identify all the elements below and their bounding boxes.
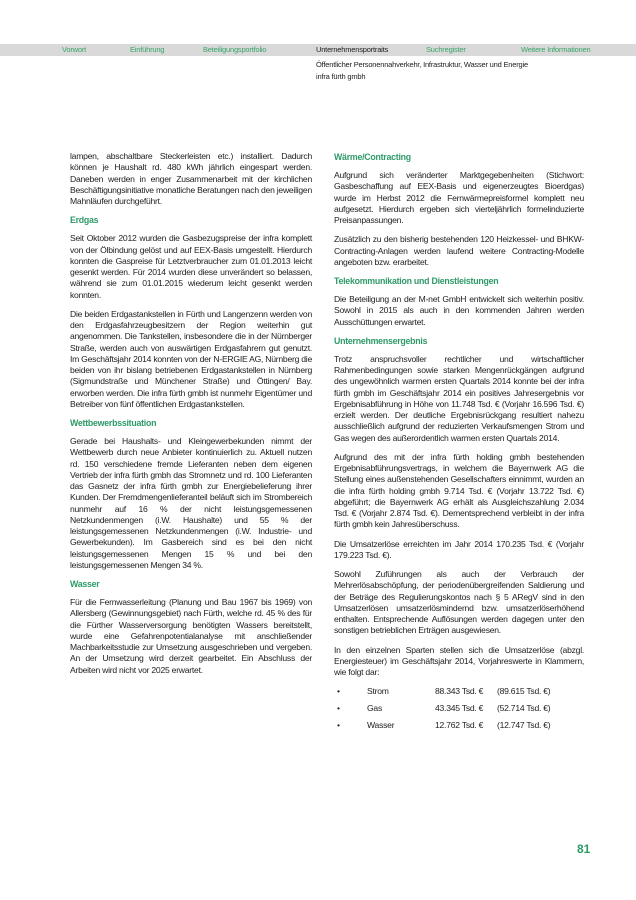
ergebnis-paragraph-4: Sowohl Zuführungen als auch der Verbrauch der Mehrerlösabschöpfung, der periodenübergreifenden Saldierung und der Beträge des Regulierungskontos nach § 5 ARegV sind in den Umsatzerlösen umsatzerlösmindernd bzw. umsatzerlöserhöhend enthalten. Entsprechende Auflösungen werden dagegen unter den sonstigen betrieblichen Erträgen ausgewiesen.: [334, 569, 584, 636]
erdgas-paragraph-2: Die beiden Erdgastankstellen in Fürth und Langenzenn werden von den Erdgasfahrzeugbesitzern der Region weiterhin gut angenommen. Die Tankstellen, insbesondere die in der Nürnberger Straße, werden auch von auswärtigen Erdgasfahrern gut genutzt. Im Geschäftsjahr 2014 konnten von der N-ERGIE AG, Nürnberg die beiden von ihr bislang betriebenen Erdgastankstellen in Nürnberg (Sigmundstraße und Münchener Straße) und Öttingen/ Bay. erworben werden. Die infra fürth gmbh ist nunmehr Eigentümer und Betreiber von fünf öffentlichen Erdgastankstellen.: [70, 308, 312, 409]
sparte-value: 12.762 Tsd. €: [435, 720, 484, 731]
bullet-icon: •: [337, 720, 340, 731]
bullet-icon: •: [337, 686, 340, 697]
telekom-paragraph: Die Beteiligung an der M-net GmbH entwickelt sich weiterhin positiv. Sowohl in 2015 als auch in den kommenden Jahren werden Ausschüttungen erwartet.: [334, 294, 584, 327]
top-navigation-bar: [0, 44, 636, 56]
ergebnis-paragraph-1: Trotz anspruchsvoller rechtlicher und wirtschaftlicher Rahmenbedingungen sowie starken Mengenrückgängen aufgrund des ungewöhnlich warmen ersten Quartals 2014 konnte bei der infra fürth gmbh im Geschäftsjahr 2014 ein positives Jahresergebnis vor Ergebnisabführung in Höhe von 11.748 Tsd. € (Vorjahr 16.596 Tsd. €) erzielt werden. Der deutliche Ergebnisrückgang resultiert nahezu ausschließlich aufgrund der reduzierten Verkaufsmengen Strom und Gas wegen des außerordentlich warmen ersten Quartals 2014.: [334, 353, 584, 443]
heading-waerme-contracting: Wärme/Contracting: [334, 152, 411, 162]
heading-wettbewerbssituation: Wettbewerbssituation: [70, 418, 157, 428]
page-number: 81: [577, 842, 591, 856]
nav-beteiligungsportfolio[interactable]: Beteiligungsportfolio: [203, 45, 267, 54]
bullet-icon: •: [337, 703, 340, 714]
sparte-prior: (89.615 Tsd. €): [497, 686, 551, 697]
wettbewerb-paragraph: Gerade bei Haushalts- und Kleingewerbekunden nimmt der Wettbewerb durch neue Anbieter kontinuierlich zu. Aktuell nutzen rd. 150 verschiedene fremde Lieferanten neben dem eigenen Vertrieb der infra fürth gmbh das Stromnetz und rd. 100 Lieferanten das Gasnetz der infra fürth gmbh zur Energiebelieferung ihrer Kunden. Der Fremdmengenlieferanteil beläuft sich im Strombereich nunmehr auf 16 % der nicht leistungsgemessenen Netzkundenmengen (i.W. Haushalte) und 55 % der leistungsgemessenen Netzkundenmengen (i.W. Industrie- und Gewerbekunden). Im Gasbereich sind es bei den nicht leistungsgemessenen Mengen 15 % und bei den leistungsgemessenen Mengen 34 %.: [70, 436, 312, 570]
nav-einfuehrung[interactable]: Einführung: [130, 45, 165, 54]
heading-telekommunikation: Telekommunikation und Dienstleistungen: [334, 276, 499, 286]
nav-unternehmensportraits[interactable]: Unternehmensportraits: [316, 45, 389, 54]
sparte-name: Strom: [367, 686, 389, 697]
intro-paragraph: lampen, abschaltbare Steckerleisten etc.) installiert. Dadurch können je Haushalt rd. 480 kWh jährlich eingespart werden. Daneben werden in enger Zusammenarbeit mit der kirchlichen Beschäftigungsinitiative monatliche Beratungen nach den jeweiligen Mahnläufen durchgeführt.: [70, 151, 312, 206]
company-subtitle: infra fürth gmbh: [316, 72, 366, 81]
erdgas-paragraph-1: Seit Oktober 2012 wurden die Gasbezugspreise der infra komplett von der Ölbindung gelöst und auf EEX-Basis umgestellt. Hierdurch konnten die Gaspreise für Letztverbraucher zum 01.01.2013 leicht gesenkt werden. Für 2014 wurden diese unverändert so belassen, während sie zum 01.01.2015 wiederum leicht gesenkt werden konnten.: [70, 233, 312, 300]
ergebnis-paragraph-2: Aufgrund des mit der infra fürth holding gmbh bestehenden Ergebnisabführungsvertrags, in welchem die Bayernwerk AG die Stellung eines außenstehenden Gesellschafters einnimmt, wurden an die infra fürth holding gmbh 9.714 Tsd. € (Vorjahr 13.722 Tsd. €) abgeführt; die Bayernwerk AG erhält als Ausgleichszahlung 2.034 Tsd. € (Vorjahr 2.874 Tsd. €). Dementsprechend verbleibt in der infra fürth gmbh kein Jahresüberschuss.: [334, 451, 584, 530]
sparte-value: 88.343 Tsd. €: [435, 686, 484, 697]
section-subtitle: Öffentlicher Personennahverkehr, Infrastruktur, Wasser und Energie: [316, 60, 528, 69]
list-item: [334, 703, 584, 720]
nav-weitere-informationen[interactable]: Weitere Informationen: [521, 45, 591, 54]
heading-wasser: Wasser: [70, 579, 100, 589]
waerme-paragraph-2: Zusätzlich zu den bisherig bestehenden 120 Heizkessel- und BHKW-Contracting-Anlagen werden laufend weitere Contracting-Modelle angeboten bzw. erarbeitet.: [334, 234, 584, 267]
wasser-paragraph: Für die Fernwasserleitung (Planung und Bau 1967 bis 1969) von Allersberg (Gewinnungsgebiet) nach Fürth, welche rd. 45 % des für die Fürther Wasserversorgung benötigten Wassers bereitstellt, wurde eine Gefahrenpotentialanalyse mit anschließender Machbarkeitsstudie zur Umsetzung ausgeschrieben und vergeben. An der Umsetzung wird derzeit gearbeitet. Ein Abschluss der Arbeiten wird nicht vor 2025 erwartet.: [70, 597, 312, 675]
sparte-value: 43.345 Tsd. €: [435, 703, 484, 714]
list-item: [334, 686, 584, 703]
sparte-prior: (52.714 Tsd. €): [497, 703, 551, 714]
heading-unternehmensergebnis: Unternehmensergebnis: [334, 335, 428, 346]
sparte-prior: (12.747 Tsd. €): [497, 720, 551, 731]
ergebnis-paragraph-3: Die Umsatzerlöse erreichten im Jahr 2014 170.235 Tsd. € (Vorjahr 179.223 Tsd. €).: [334, 538, 584, 560]
sparte-name: Gas: [367, 703, 383, 714]
list-item: [334, 720, 584, 737]
right-column: [334, 152, 584, 737]
left-column: [70, 151, 312, 684]
nav-suchregister[interactable]: Suchregister: [426, 45, 466, 54]
ergebnis-paragraph-5: In den einzelnen Sparten stellen sich die Umsatzerlöse (abzgl. Energiesteuer) im Geschäftsjahr 2014, Vorjahreswerte in Klammern, wie folgt dar:: [334, 644, 584, 677]
waerme-paragraph-1: Aufgrund sich veränderter Marktgegebenheiten (Stichwort: Gasbeschaffung auf EEX-Basis und eigenerzeugtes Bioerdgas) wurde im Herbst 2012 die Fernwärmepreisformel komplett neu aufgesetzt. Hierdurch ergeben sich vierteljährlich formelinduzierte Preisanpassungen.: [334, 170, 584, 225]
sparten-list: [334, 686, 584, 737]
sparte-name: Wasser: [367, 720, 395, 731]
heading-erdgas: Erdgas: [70, 215, 99, 226]
nav-vorwort[interactable]: Vorwort: [62, 45, 87, 54]
